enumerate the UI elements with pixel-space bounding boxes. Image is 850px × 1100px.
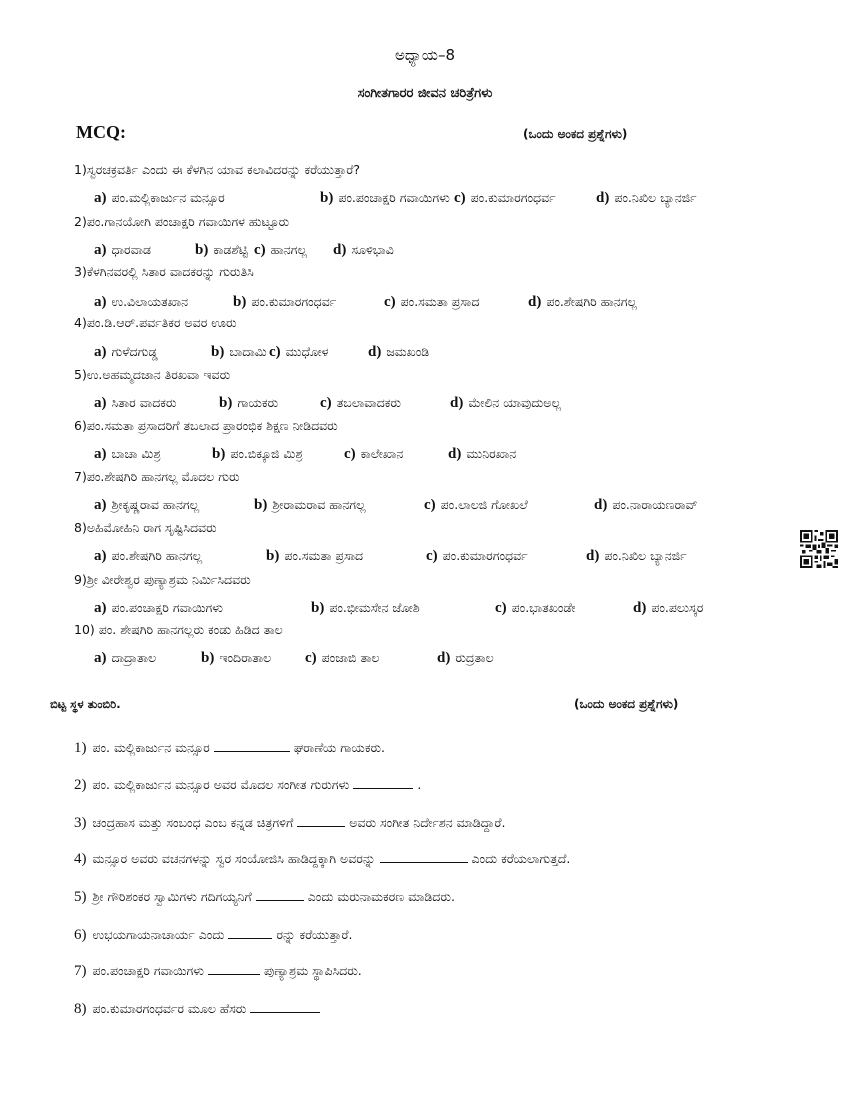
option-b [195,242,248,259]
option-text: ಪಂ.ನಿಖಿಲ ಬ್ಯಾನರ್ಜಿ [604,548,687,563]
fill-item-text-after: ರನ್ನು ಕರೆಯುತ್ತಾರೆ. [276,927,353,942]
option-text: ಶ್ರೀಕೃಷ್ಣರಾವ ಹಾನಗಲ್ಲ [111,497,200,512]
fill-item-number: 1) [74,740,87,756]
fill-item-text-before: ಪಂ.ಕುಮಾರಗಂಧರ್ವರ ಮೂಲ ಹೆಸರು [92,1001,247,1016]
option-text: ಪಂ.ನಾರಾಯಣರಾವ್ [612,497,698,512]
option-text: ಪಂ.ಕುಮಾರಗಂಧರ್ವ [251,294,337,309]
option-b [211,344,267,361]
option-text: ರುದ್ರತಾಲ [455,650,494,665]
option-text: ತಬಲಾವಾದಕರು [336,395,401,410]
option-letter: b) [195,242,209,258]
option-text: ಪಂ.ಸಮತಾ ಪ್ರಸಾದ [400,294,480,309]
option-c [426,548,528,565]
option-b [320,190,450,207]
chapter-number: ಅಧ್ಯಾಯ–8 [394,46,456,64]
question-10: 10) ಪಂ. ಶೇಷಗಿರಿ ಹಾನಗಲ್ಲರು ಕಂಡು ಹಿಡಿದ ತಾಲ [74,622,283,637]
option-c [320,395,401,412]
option-c [454,190,556,207]
option-letter: d) [448,446,462,462]
option-letter: a) [94,548,107,564]
option-text: ಶ್ರೀರಾಮರಾವ ಹಾನಗಲ್ಲ [272,497,366,512]
fill-item-number: 3) [74,815,87,831]
fill-item-text-after: ಘರಾಣೆಯ ಗಾಯಕರು. [293,740,386,755]
fill-blank-line [214,740,290,752]
option-text: ಪಂ.ಪಂಚಾಕ್ಷರಿ ಗವಾಯಿಗಳು [111,600,224,615]
option-text: ಮುನಿರಖಾನ [466,446,517,461]
option-d [368,344,429,361]
option-a [94,344,158,361]
option-text: ಧಾರವಾಡ [111,242,152,257]
fill-item-6 [74,927,352,944]
fill-item-text-before: ಮನ್ಸೂರ ಅವರು ವಚನಗಳನ್ನು ಸ್ವರ ಸಂಯೋಜಿಸಿ ಹಾಡಿದ್ದಕ್ಕಾಗಿ ಅವರನ್ನು [92,851,376,866]
option-letter: b) [219,395,233,411]
option-letter: c) [254,242,266,258]
fill-item-1 [74,740,385,757]
option-text: ಉ.ವಿಲಾಯತಖಾನ [111,294,189,309]
fill-item-2 [74,777,421,794]
qr-code-icon [800,530,838,568]
fill-item-text-after: ಎಂದು ಮರುನಾಮಕರಣ ಮಾಡಿದರು. [307,889,455,904]
option-d [586,548,687,565]
option-d [437,650,494,667]
option-text: ಸಿತಾರ ವಾದಕರು [111,395,177,410]
option-b [201,650,271,667]
mcq-heading: MCQ: [76,122,126,142]
option-b [266,548,363,565]
option-text: ಪಂ.ಪಂಚಾಕ್ಷರಿ ಗವಾಯಿಗಳು [338,190,450,205]
option-letter: d) [586,548,600,564]
option-text: ಗುಳೆದಗುಡ್ಡ [111,344,158,359]
question-1: 1)ಸ್ವರಚಕ್ರವರ್ತಿ ಎಂದು ಈ ಕೆಳಗಿನ ಯಾವ ಕಲಾವಿದರನ್ನು ಕರೆಯುತ್ತಾರೆ? [74,162,361,177]
option-c [384,294,479,311]
option-letter: c) [384,294,396,310]
option-letter: b) [212,446,226,462]
fill-item-number: 7) [74,963,87,979]
option-d [450,395,561,412]
fill-blank-line [228,927,272,939]
option-letter: c) [320,395,332,411]
option-a [94,650,156,667]
option-c [254,242,307,259]
option-letter: a) [94,344,107,360]
option-text: ಪಂ.ಲಾಲಜಿ ಗೋಖಲೆ [440,497,528,512]
option-text: ಪಂ.ಸಮತಾ ಪ್ರಸಾದ [284,548,364,563]
option-letter: b) [254,497,268,513]
fill-item-text-before: ಶ್ರೀ ಗೌರಿಶಂಕರ ಸ್ವಾಮಿಗಳು ಗದಿಗಯ್ಯನಿಗೆ [92,889,252,904]
mcq-marks-note: (ಒಂದು ಅಂಕದ ಪ್ರಶ್ನೆಗಳು) [523,127,628,141]
fill-blank-line [250,1001,320,1013]
option-text: ಪಂ.ಭಾತಖಂಡೇ [511,600,576,615]
option-letter: c) [426,548,438,564]
option-text: ಪಂಜಾಬಿ ತಾಲ [321,650,380,665]
option-letter: c) [305,650,317,666]
option-text: ಜಮಖಂಡಿ [386,344,430,359]
option-letter: b) [320,190,334,206]
option-a [94,600,223,617]
fill-item-text-after: ಪುಣ್ಯಾಶ್ರಮ ಸ್ಥಾಪಿಸಿದರು. [264,963,362,978]
option-text: ಪಂ.ಶೇಷಗಿರಿ ಹಾನಗಲ್ಲ [111,548,203,563]
option-text: ಬಾಚಾ ಮಿಶ್ರ [111,446,161,461]
chapter-title: ಸಂಗೀತಗಾರರ ಜೀವನ ಚರಿತ್ರೆಗಳು [357,86,493,101]
option-letter: d) [437,650,451,666]
option-text: ಪಂ.ಕುಮಾರಗಂಧರ್ವ [442,548,528,563]
option-letter: d) [450,395,464,411]
question-6: 6)ಪಂ.ಸಮತಾ ಪ್ರಸಾದರಿಗೆ ತಬಲಾದ ಪ್ರಾರಂಭಿಕ ಶಿಕ್ಷಣ ನೀಡಿದವರು [74,418,338,433]
fill-item-text-before: ಪಂ. ಮಲ್ಲಿಕಾರ್ಜುನ ಮನ್ಸೂರ ಅವರ ಮೊದಲ ಸಂಗೀತ ಗುರುಗಳು [92,777,350,792]
question-7: 7)ಪಂ.ಶೇಷಗಿರಿ ಹಾನಗಲ್ಲ ಮೊದಲ ಗುರು [74,469,240,484]
option-letter: c) [424,497,436,513]
option-a [94,497,199,514]
option-c [344,446,403,463]
fill-item-number: 4) [74,851,87,867]
option-text: ಗಾಯಕರು [237,395,279,410]
option-letter: c) [269,344,281,360]
fill-blank-line [380,851,468,863]
option-letter: d) [633,600,647,616]
option-d [596,190,697,207]
question-2: 2)ಪಂ.ಗಾನಯೋಗಿ ಪಂಚಾಕ್ಷರಿ ಗವಾಯಿಗಳ ಹುಟ್ಟೂರು [74,214,290,229]
option-c [424,497,528,514]
fill-blank-line [353,777,413,789]
option-letter: a) [94,294,107,310]
fill-blanks-heading: ಬಿಟ್ಟ ಸ್ಥಳ ತುಂಬಿರಿ. [50,697,121,711]
option-b [219,395,278,412]
option-text: ಮೇಲಿನ ಯಾವುದುಅಲ್ಲ [468,395,562,410]
option-text: ಪಂ.ಭೀಮಸೇನ ಜೋಶಿ [329,600,420,615]
option-text: ಪಂ.ನಿಖಿಲ ಬ್ಯಾನರ್ಜಿ [614,190,697,205]
option-c [495,600,575,617]
fill-item-3 [74,815,506,832]
fill-blank-line [256,889,304,901]
fill-item-number: 5) [74,889,87,905]
option-text: ಕಾಲೇಖಾನ [360,446,404,461]
option-letter: b) [201,650,215,666]
option-text: ಪಂ.ಪಲುಸ್ಕರ [651,600,704,615]
option-c [269,344,328,361]
option-b [212,446,303,463]
fill-item-text-before: ಪಂ. ಮಲ್ಲಿಕಾರ್ಜುನ ಮನ್ಸೂರ [92,740,210,755]
question-9: 9)ಶ್ರೀ ವೀರೇಶ್ವರ ಪುಣ್ಯಾಶ್ರಮ ನಿರ್ಮಿಸಿದವರು [74,572,251,587]
option-letter: c) [495,600,507,616]
option-text: ಬಾದಾಮಿ [229,344,267,359]
option-letter: a) [94,190,107,206]
option-text: ಹಾನಗಲ್ಲ [270,242,308,257]
option-letter: a) [94,446,107,462]
fill-blank-line [208,963,260,975]
option-text: ಮುಧೋಳ [285,344,329,359]
question-3: 3)ಕೆಳಗಿನವರಲ್ಲಿ ಸಿತಾರ ವಾದಕರನ್ನು ಗುರುತಿಸಿ [74,264,254,279]
option-letter: b) [311,600,325,616]
option-letter: a) [94,650,107,666]
option-text: ಕಾಡಶೆಟ್ಟಿ [213,242,248,257]
option-letter: b) [211,344,225,360]
option-text: ಪಂ.ಮಲ್ಲಿಕಾರ್ಜುನ ಮನ್ಸೂರ [111,190,225,205]
option-letter: d) [333,242,347,258]
question-8: 8)ಅಹಿಮೋಹಿನಿ ರಾಗ ಸೃಷ್ಟಿಸಿದವರು [74,520,217,535]
fill-item-number: 2) [74,777,87,793]
fill-item-8 [74,1001,324,1018]
option-letter: c) [454,190,466,206]
option-b [233,294,336,311]
option-letter: d) [368,344,382,360]
option-letter: b) [233,294,247,310]
option-text: ಇಂದಿರಾತಾಲ [219,650,272,665]
option-d [633,600,703,617]
option-text: ಪಂ.ಕುಮಾರಗಂಧರ್ವ [470,190,556,205]
option-d [333,242,394,259]
option-a [94,395,177,412]
option-letter: a) [94,600,107,616]
option-d [448,446,516,463]
fill-item-text-after: ಎಂದು ಕರೆಯಲಾಗುತ್ತದೆ. [471,851,571,866]
fill-blanks-marks-note: (ಒಂದು ಅಂಕದ ಪ್ರಶ್ನೆಗಳು) [574,697,679,711]
question-4: 4)ಪಂ.ಡಿ.ಆರ್.ಪರ್ವತಿಕರ ಅವರ ಊರು [74,315,237,330]
fill-item-4 [74,851,570,868]
option-letter: a) [94,497,107,513]
fill-item-number: 8) [74,1001,87,1017]
option-letter: a) [94,395,107,411]
option-letter: a) [94,242,107,258]
option-a [94,294,188,311]
question-5: 5)ಉ.ಅಹಮ್ಮದಜಾನ ತಿರಖವಾ ಇವರು [74,367,231,382]
fill-item-text-after: ಅವರು ಸಂಗೀತ ನಿರ್ದೇಶನ ಮಾಡಿದ್ದಾರೆ. [349,815,506,830]
option-text: ಪಂ.ಶೇಷಗಿರಿ ಹಾನಗಲ್ಲ [546,294,638,309]
fill-item-text-before: ಉಭಯಗಾಯನಾಚಾರ್ಯ ಎಂದು [92,927,225,942]
option-a [94,242,151,259]
option-letter: d) [594,497,608,513]
option-letter: d) [596,190,610,206]
fill-item-number: 6) [74,927,87,943]
fill-blank-line [297,815,345,827]
option-text: ಸೂಳಿಭಾವಿ [351,242,394,257]
fill-item-text-before: ಪಂ.ಪಂಚಾಕ್ಷರಿ ಗವಾಯಿಗಳು [92,963,205,978]
option-b [254,497,366,514]
option-d [594,497,698,514]
option-letter: c) [344,446,356,462]
option-text: ಪಂ.ಬಿಕ್ಕೂಜಿ ಮಿಶ್ರ [230,446,303,461]
option-letter: b) [266,548,280,564]
option-a [94,548,202,565]
fill-item-text-after: . [417,777,422,792]
fill-item-5 [74,889,455,906]
option-c [305,650,380,667]
option-a [94,190,225,207]
option-a [94,446,161,463]
fill-item-text-before: ಚಂದ್ರಹಾಸ ಮತ್ತು ಸಂಬಂಧ ಎಂಬ ಕನ್ನಡ ಚಿತ್ರಗಳಿಗೆ [92,815,294,830]
option-b [311,600,420,617]
option-letter: d) [528,294,542,310]
option-text: ದಾದ್ರಾತಾಲ [111,650,157,665]
option-d [528,294,637,311]
fill-item-7 [74,963,362,980]
